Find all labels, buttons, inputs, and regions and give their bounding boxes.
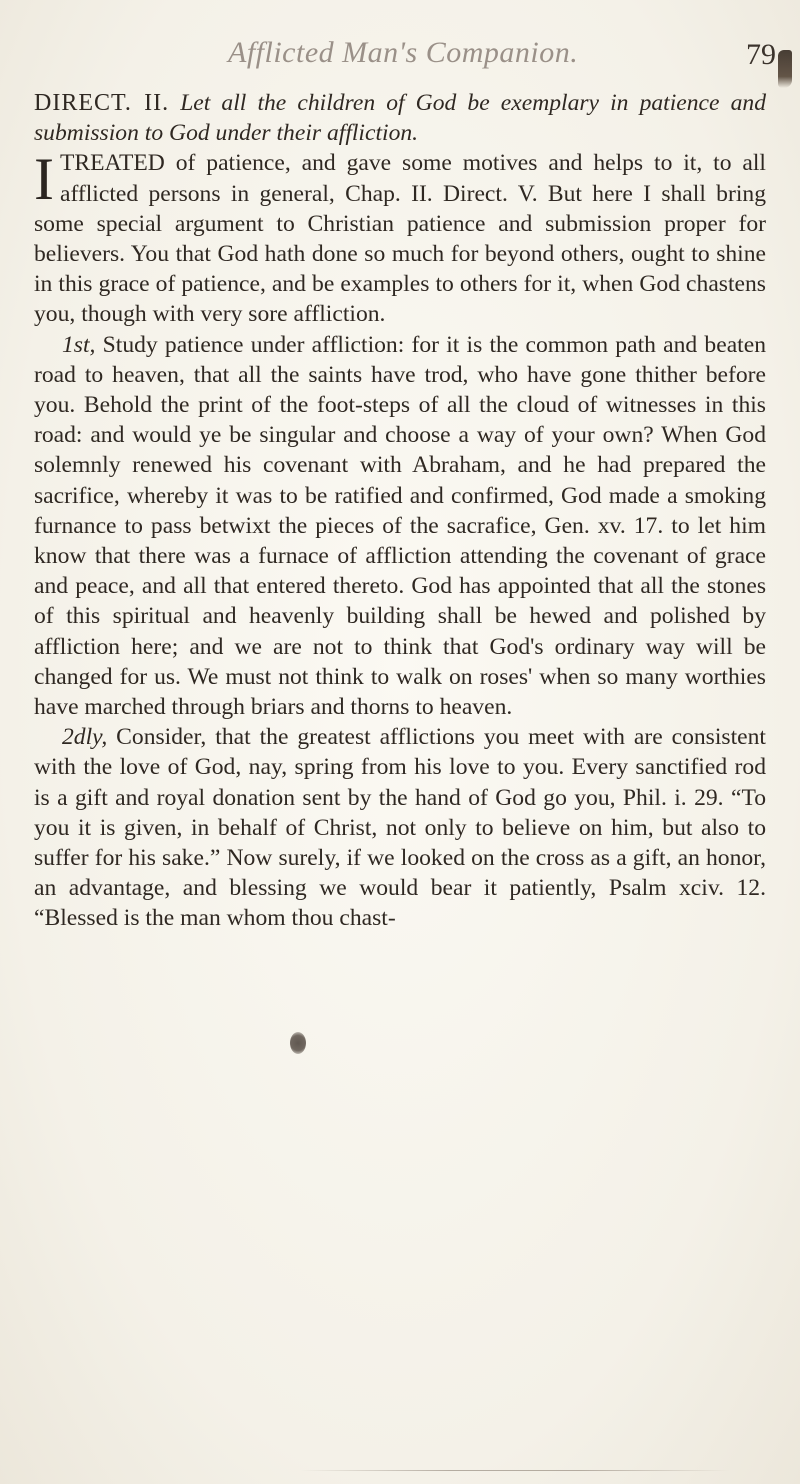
direction-title: Let all the children of God be exemplary in patience and submission to God under their affliction. — [34, 90, 766, 147]
body-text — [34, 88, 766, 934]
direction-label: DIRECT. II. — [34, 90, 170, 116]
ink-smudge — [778, 50, 792, 88]
paragraph-text: TREATED of patience, and gave some motives and helps to it, to all afflicted persons in general, Chap. II. Direct. V. But here I shall bring some special argument to Christian patience and submission proper for believers. You that God hath done so much for beyond others, ought to shine in this grace of patience, and be examples to others for it, when God chastens you, though with very sore affliction. — [34, 150, 766, 328]
drop-cap: I — [34, 146, 54, 213]
point-marker: 1st, — [62, 331, 96, 358]
page-number: 79 — [746, 38, 776, 71]
running-head: Afflicted Man's Companion. — [228, 36, 579, 69]
paragraph-first-point — [34, 330, 766, 723]
direction-heading — [34, 88, 766, 148]
point-marker: 2dly, — [62, 724, 108, 751]
paragraph-text: Consider, that the greatest afflictions you meet with are consistent with the love of God, nay, spring from his love to you. Every sanctified rod is a gift and royal donation sent by the hand of God go you, Phil. i. 29. “To you it is given, in behalf of Christ, not only to believe on him, but also to suffer for his sake.” Now surely, if we looked on the cross as a gift, an honor, an advantage, and blessing we would bear it patiently, Psalm xciv. 12. “Blessed is the man whom thou chast- — [34, 724, 766, 932]
page-header — [0, 36, 800, 76]
paragraph-text: Study patience under affliction: for it is the common path and beaten road to heaven, that all the saints have trod, who have gone thither before you. Behold the print of the foot-steps of all the cloud of witnesses in this road: and would ye be singular and choose a way of your own? When God solemnly renewed his covenant with Abraham, and he had prepared the sacrifice, whereby it was to be ratified and confirmed, God made a smoking furnance to pass betwixt the pieces of the sacrafice, Gen. xv. 17. to let him know that there was a furnace of affliction attending the covenant of grace and peace, and all that entered thereto. God has appointed that all the stones of this spiritual and heavenly building shall be hewed and polished by affliction here; and we are not to think that God's ordinary way will be changed for us. We must not think to walk on roses' when so many worthies have marched through briars and thorns to heaven. — [34, 331, 766, 721]
page-edge-shadow — [300, 1470, 730, 1471]
paragraph-intro — [34, 148, 766, 329]
paragraph-second-point — [34, 722, 766, 933]
ink-blot — [290, 1032, 306, 1054]
